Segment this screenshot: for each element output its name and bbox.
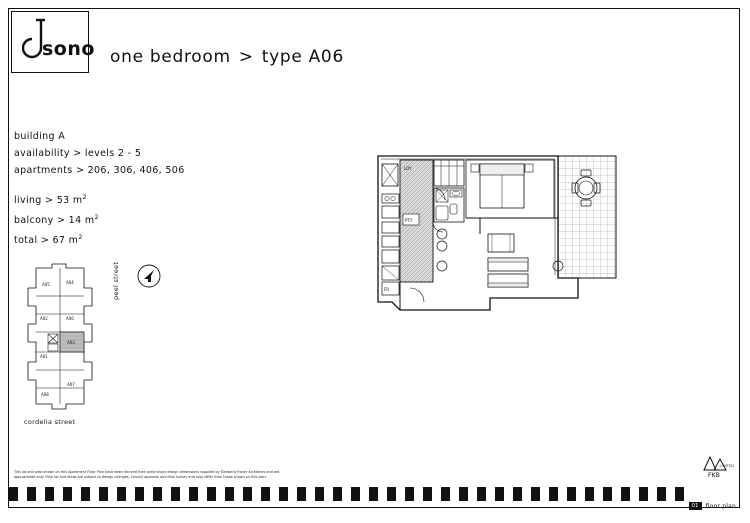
page-title-separator: > — [238, 47, 254, 67]
spec-list — [14, 128, 185, 249]
footer-dash-segment — [549, 487, 558, 501]
svg-text:A03: A03 — [67, 340, 75, 345]
svg-text:A04: A04 — [66, 280, 74, 285]
spec-balcony — [14, 209, 185, 229]
footer-dash-segment — [63, 487, 72, 501]
spec-living-label: living > 53 m — [14, 195, 83, 207]
footer-dash-segment — [657, 487, 666, 501]
spec-living — [14, 189, 185, 209]
page-label: floor plan — [705, 502, 736, 510]
footer-dash-segment — [333, 487, 342, 501]
disclaimer-text — [14, 470, 314, 480]
footer-dash-segment — [531, 487, 540, 501]
footer-dash-segment — [567, 487, 576, 501]
footer-dashed-bar — [9, 487, 684, 501]
spec-gap — [14, 179, 185, 189]
page-footer — [689, 502, 736, 510]
svg-text:FR: FR — [384, 287, 390, 292]
footer-dash-segment — [225, 487, 234, 501]
footer-dash-segment — [495, 487, 504, 501]
footer-dash-segment — [45, 487, 54, 501]
footer-dash-segment — [279, 487, 288, 501]
spec-total-label: total > 67 m — [14, 235, 79, 247]
footer-dash-segment — [99, 487, 108, 501]
footer-dash-segment — [441, 487, 450, 501]
svg-text:PTY: PTY — [405, 218, 413, 223]
footer-dash-segment — [675, 487, 684, 501]
spec-apartments: apartments > 206, 306, 406, 506 — [14, 165, 185, 176]
footer-dash-segment — [351, 487, 360, 501]
footer-dash-segment — [405, 487, 414, 501]
spec-total-sup: 2 — [78, 233, 83, 242]
apartment-floor-plan — [370, 148, 630, 338]
footer-dash-segment — [459, 487, 468, 501]
footer-dash-segment — [387, 487, 396, 501]
svg-text:A01: A01 — [40, 354, 48, 359]
fkb-subtext: LIMITED — [719, 464, 734, 468]
disclaimer-line-1: This lot and area shown on this Apartment Floor Plan have been derived from preliminary design dimensions supplied by Elenberg Fraser Architects and are — [14, 470, 280, 474]
footer-dash-segment — [135, 487, 144, 501]
footer-dash-segment — [153, 487, 162, 501]
key-plan — [22, 262, 102, 412]
spec-total — [14, 229, 185, 249]
svg-text:A02: A02 — [40, 316, 48, 321]
north-arrow-icon — [136, 263, 162, 289]
page-number: 01 — [689, 502, 702, 510]
fkb-logo — [692, 455, 736, 483]
svg-text:A08: A08 — [41, 392, 49, 397]
svg-text:A07: A07 — [67, 382, 75, 387]
footer-dash-segment — [369, 487, 378, 501]
key-plan-street-label: cordelia street — [24, 418, 76, 426]
footer-dash-segment — [207, 487, 216, 501]
spec-balcony-label: balcony > 14 m — [14, 215, 95, 227]
spec-living-sup: 2 — [82, 193, 88, 201]
footer-dash-segment — [243, 487, 252, 501]
footer-dash-segment — [297, 487, 306, 501]
footer-dash-segment — [9, 487, 18, 501]
footer-dash-segment — [639, 487, 648, 501]
footer-dash-segment — [117, 487, 126, 501]
footer-dash-segment — [477, 487, 486, 501]
footer-dash-segment — [423, 487, 432, 501]
page-title-left: one bedroom — [110, 47, 231, 67]
footer-dash-segment — [621, 487, 630, 501]
page-title — [110, 47, 344, 67]
footer-dash-segment — [603, 487, 612, 501]
fkb-wordmark: FKB — [707, 472, 721, 479]
svg-text:A05: A05 — [42, 282, 50, 287]
disclaimer-line-2: approximate only. Final lot and areas are subject to design changes, Council approval and final survey and may differ from those shown on this plan. — [14, 475, 267, 479]
brand-logo — [11, 11, 95, 73]
footer-dash-segment — [171, 487, 180, 501]
footer-dash-segment — [513, 487, 522, 501]
key-plan-side-street-label: peel street — [112, 261, 120, 300]
page-title-right: type A06 — [261, 47, 344, 67]
svg-text:LDY: LDY — [404, 166, 412, 171]
footer-dash-segment — [189, 487, 198, 501]
footer-dash-segment — [27, 487, 36, 501]
spec-building: building A — [14, 131, 66, 142]
footer-dash-segment — [585, 487, 594, 501]
svg-text:A06: A06 — [66, 316, 74, 321]
footer-dash-segment — [261, 487, 270, 501]
footer-dash-segment — [81, 487, 90, 501]
spec-balcony-sup: 2 — [94, 213, 99, 222]
spec-availability: availability > levels 2 - 5 — [14, 148, 142, 159]
footer-dash-segment — [315, 487, 324, 501]
brand-wordmark: sono — [42, 38, 95, 60]
